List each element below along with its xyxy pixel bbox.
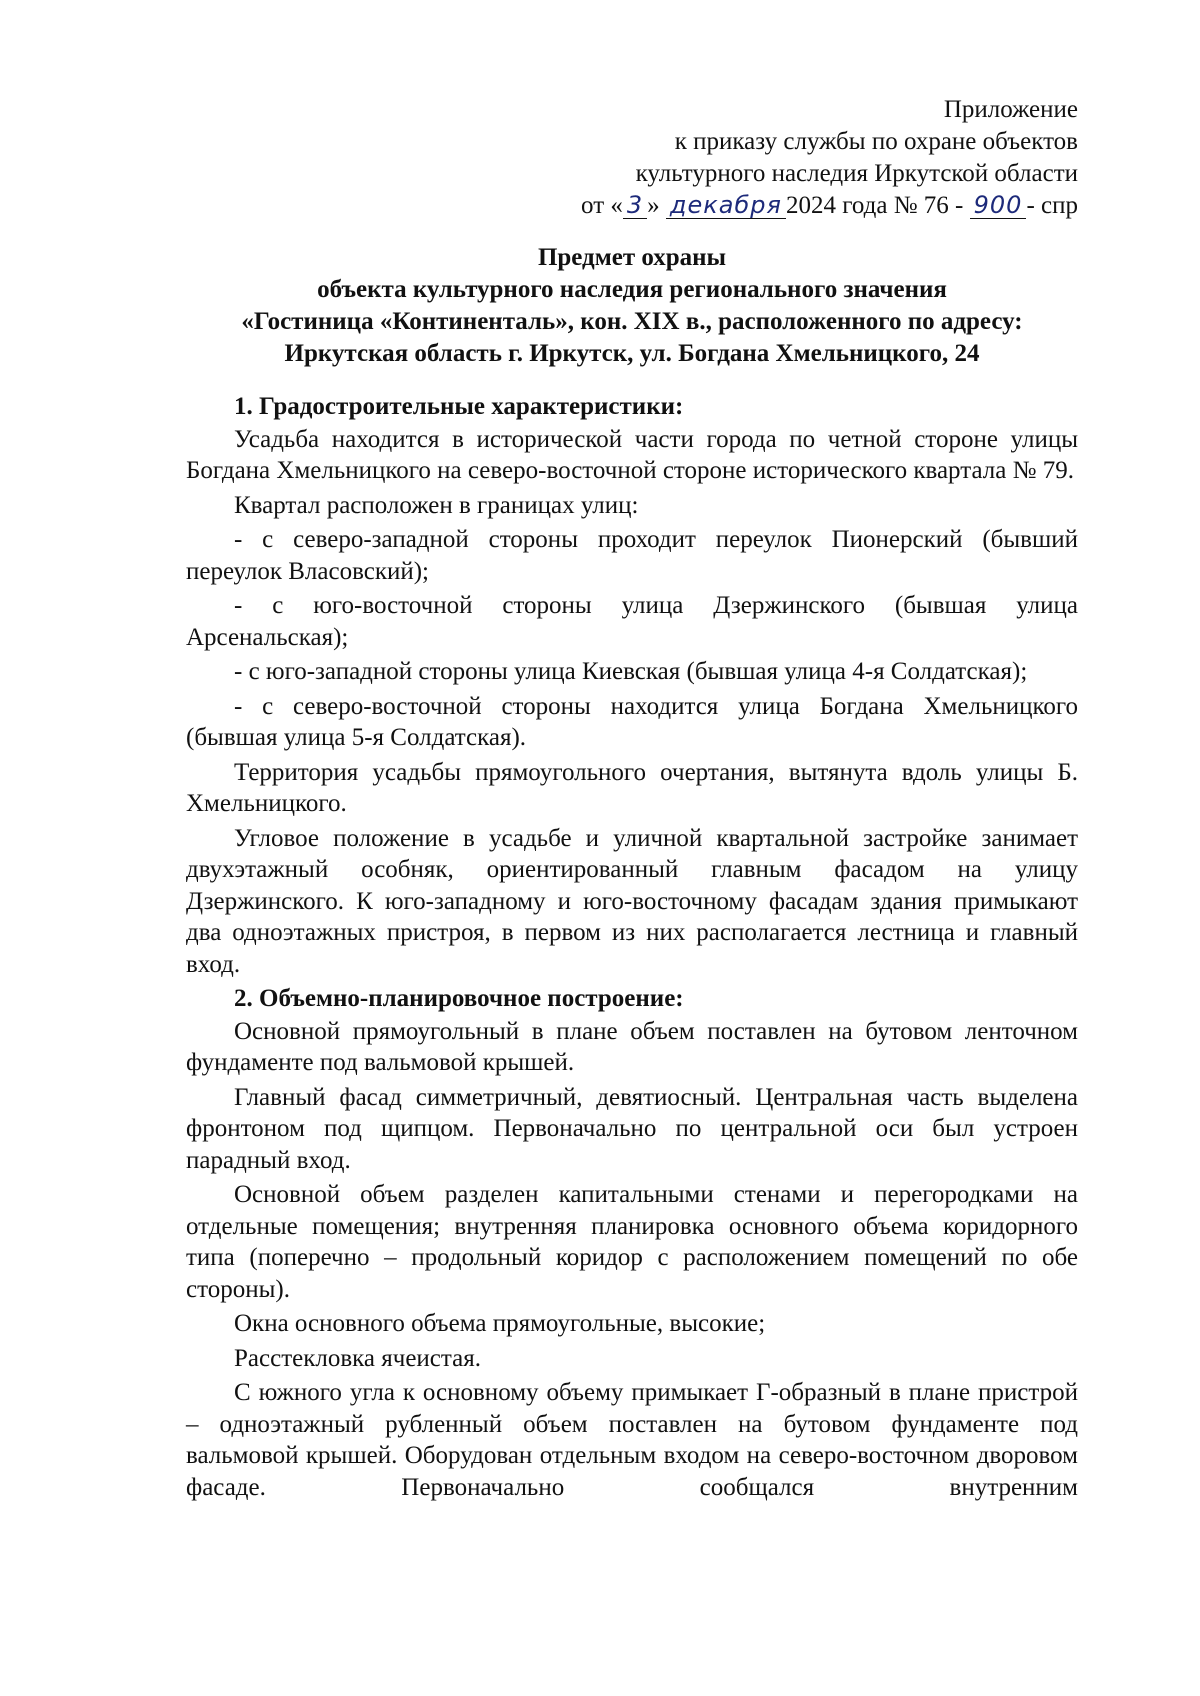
date-prefix: от « [581,192,623,219]
appendix-title: Приложение [943,96,1078,123]
order-suffix: - спр [1026,192,1078,219]
section-1-paragraph: - с юго-восточной стороны улица Дзержинского (бывшая улица Арсенальская); [186,592,1078,651]
section-1-paragraph: Угловое положение в усадьбе и уличной квартальной застройке занимает двухэтажный особняк, ориентированный главным фасадом на улицу Дзержинского. К юго-западному и юго-восточному фасадам здания примыкают два одноэтажных пристроя, в первом из них располагается лестница и главный вход. [186,824,1078,978]
appendix-order-line: к приказу службы по охране объектов [674,128,1078,155]
document-title [186,242,1078,370]
section-2-heading: 2. Объемно-планировочное построение: [234,985,684,1012]
handwritten-month: декабря [666,192,786,219]
section-2-paragraph: С южного угла к основному объему примыкает Г-образный в плане пристрой – одноэтажный рубленный объем поставлен на бутовом фундаменте под вальмовой крышей. Оборудован отдельным входом на северо-восточном дворовом фасаде. Первоначально сообщался внутренним [186,1379,1078,1501]
section-1-paragraph: - с северо-восточной стороны находится улица Богдана Хмельницкого (бывшая улица 5-я Солдатская). [186,692,1078,751]
section-1-heading: 1. Градостроительные характеристики: [234,393,684,420]
appendix-agency-line: культурного наследия Иркутской области [635,160,1078,187]
section-2-paragraph: Окна основного объема прямоугольные, высокие; [234,1310,766,1337]
title-line-1: Предмет охраны [537,244,727,271]
handwritten-day: 3 [623,192,647,219]
title-line-4: Иркутская область г. Иркутск, ул. Богдана Хмельницкого, 24 [284,340,980,367]
date-mid: » [647,192,660,219]
document-body [186,391,1078,1506]
section-1-paragraph: Усадьба находится в исторической части города по четной стороне улицы Богдана Хмельницкого на северо-восточной стороне исторического квартала № 79. [186,425,1078,484]
handwritten-order-number: 900 [970,192,1027,219]
order-year: 2024 года № 76 - [785,192,964,219]
title-line-3: «Гостиница «Континенталь», кон. XIX в., расположенного по адресу: [241,308,1023,335]
section-1-paragraph: - с северо-западной стороны проходит переулок Пионерский (бывший переулок Власовский); [186,526,1078,585]
title-line-2: объекта культурного наследия регионального значения [317,276,947,303]
section-2-paragraph: Главный фасад симметричный, девятиосный. Центральная часть выделена фронтоном под щипцом. Первоначально по центральной оси был устроен парадный вход. [186,1083,1078,1174]
section-1-paragraph: Квартал расположен в границах улиц: [234,491,639,519]
section-2-paragraph: Основной объем разделен капитальными стенами и перегородками на отдельные помещения; внутренняя планировка основного объема коридорного типа (поперечно – продольный коридор с расположением помещений по обе стороны). [186,1181,1078,1303]
section-1-paragraph: - с юго-западной стороны улица Киевская (бывшая улица 4-я Солдатская); [234,658,1028,685]
appendix-date-line [581,190,1078,222]
section-2-paragraph: Расстекловка ячеистая. [234,1344,481,1372]
section-2-paragraph: Основной прямоугольный в плане объем поставлен на бутовом ленточном фундаменте под вальмовой крышей. [186,1017,1078,1076]
section-1-paragraph: Территория усадьбы прямоугольного очертания, вытянута вдоль улицы Б. Хмельницкого. [186,758,1078,817]
appendix-header [581,94,1078,222]
